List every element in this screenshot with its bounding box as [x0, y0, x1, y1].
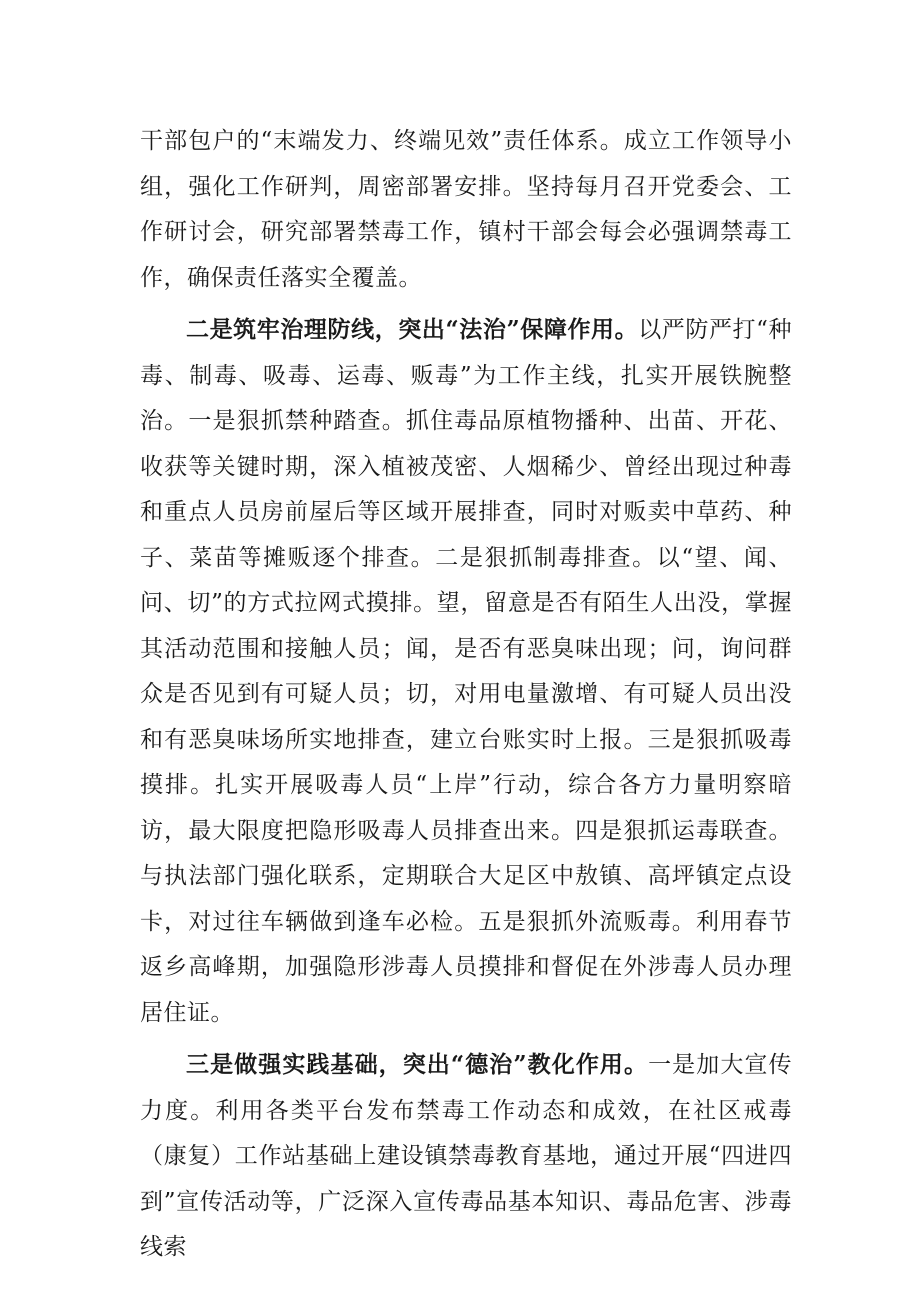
- document-body: [140, 118, 792, 1271]
- paragraph-3: [140, 1042, 792, 1271]
- paragraph-1: [140, 118, 792, 301]
- paragraph-3-body: 一是加大宣传力度。利用各类平台发布禁毒工作动态和成效，在社区戒毒（康复）工作站基础上建设镇禁毒教育基地，通过开展“四进四到”宣传活动等，广泛深入宣传毒品基本知识、毒品危害、涉毒线索: [140, 1052, 793, 1260]
- paragraph-2-body: 以严防严打“种毒、制毒、吸毒、运毒、贩毒”为工作主线，扎实开展铁腕整治。一是狠抓禁种踏查。抓住毒品原植物播种、出苗、开花、收获等关键时期，深入植被茂密、人烟稀少、曾经出现过种毒和重点人员房前屋后等区域开展排查，同时对贩卖中草药、种子、菜苗等摊贩逐个排查。二是狠抓制毒排查。以“望、闻、问、切”的方式拉网式摸排。望，留意是否有陌生人出没，掌握其活动范围和接触人员；闻，是否有恶臭味出现；问，询问群众是否见到有可疑人员；切，对用电量激增、有可疑人员出没和有恶臭味场所实地排查，建立台账实时上报。三是狠抓吸毒摸排。扎实开展吸毒人员“上岸”行动，综合各方力量明察暗访，最大限度把隐形吸毒人员排查出来。四是狠抓运毒联查。与执法部门强化联系，定期联合大足区中敖镇、高坪镇定点设卡，对过往车辆做到逢车必检。五是狠抓外流贩毒。利用春节返乡高峰期，加强隐形涉毒人员摸排和督促在外涉毒人员办理居住证。: [140, 317, 792, 1026]
- paragraph-2-lead: 二是筑牢治理防线，突出“法治”保障作用。: [186, 316, 639, 343]
- paragraph-3-lead: 三是做强实践基础，突出“德治”教化作用。: [186, 1051, 649, 1078]
- paragraph-2: [140, 307, 792, 1036]
- paragraph-1-body: 干部包户的“末端发力、终端见效”责任体系。成立工作领导小组，强化工作研判，周密部署安排。坚持每月召开党委会、工作研讨会，研究部署禁毒工作，镇村干部会每会必强调禁毒工作，确保责任落实全覆盖。: [140, 128, 792, 291]
